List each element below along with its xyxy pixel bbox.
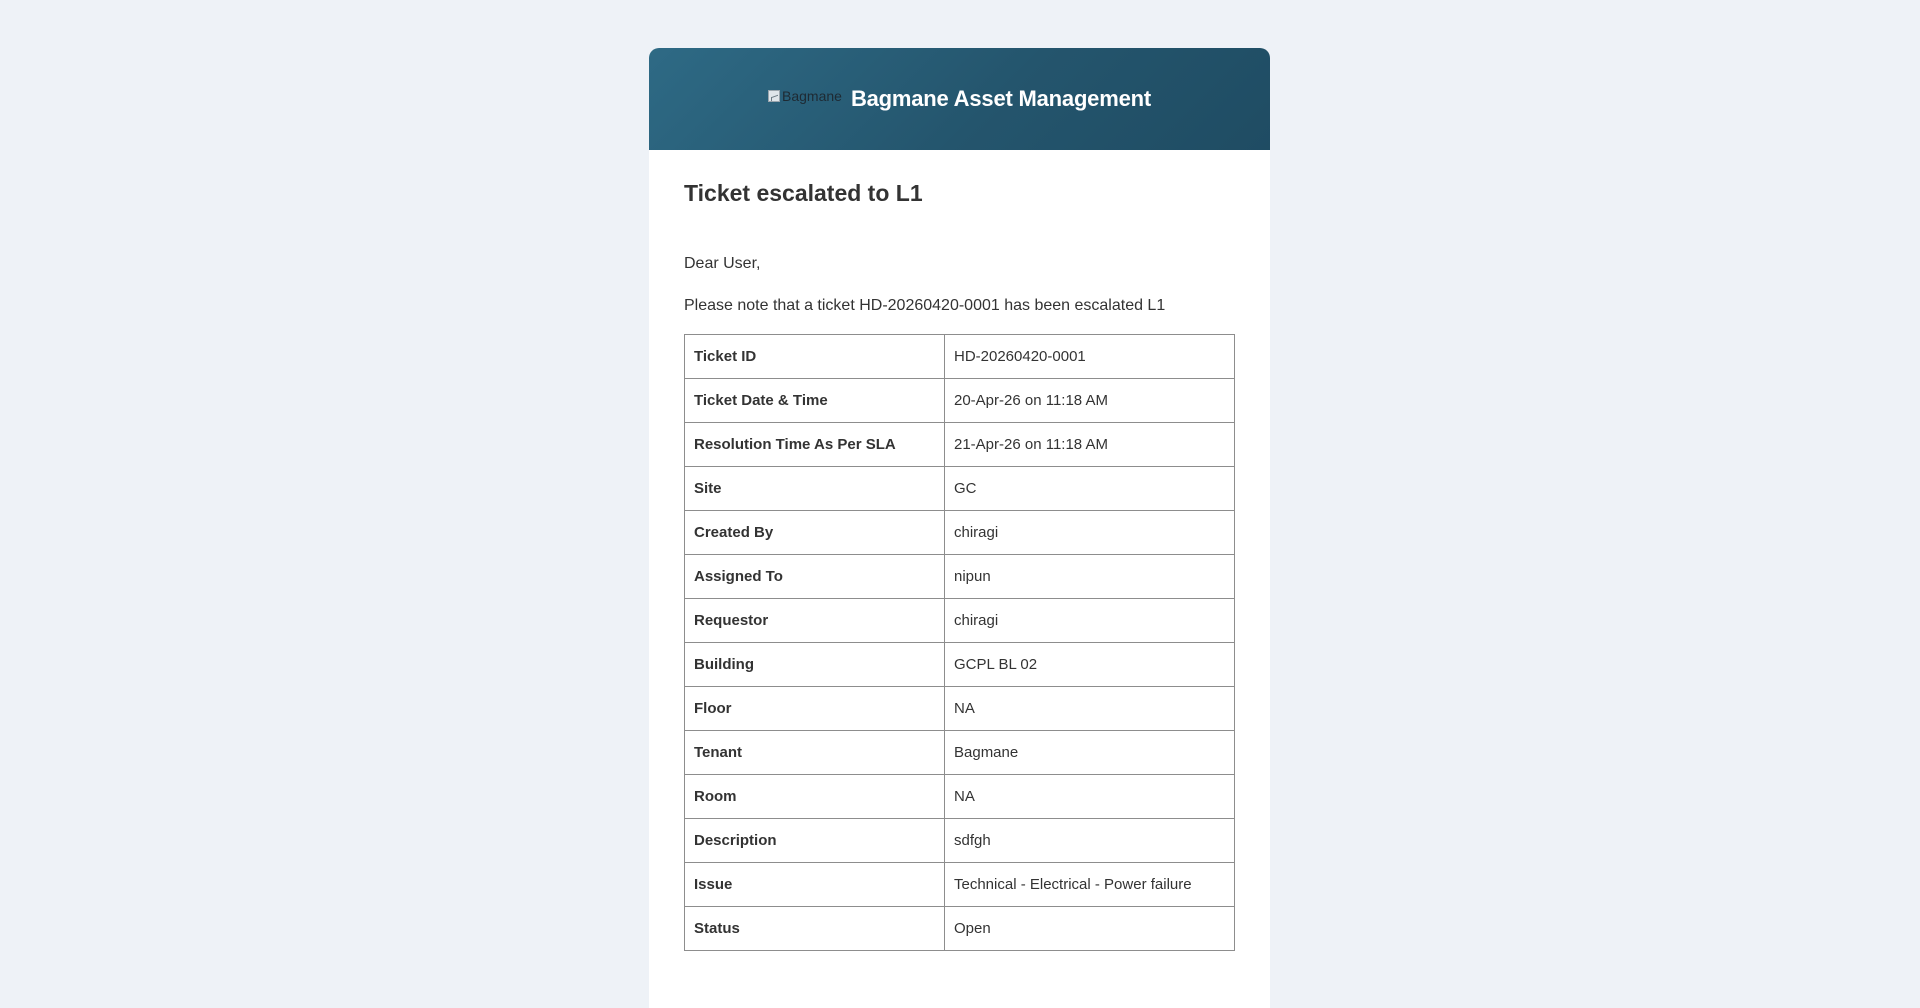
table-row bbox=[685, 819, 1235, 863]
field-label: Created By bbox=[685, 511, 945, 555]
field-label: Room bbox=[685, 775, 945, 819]
broken-image-icon bbox=[768, 90, 780, 102]
table-row bbox=[685, 555, 1235, 599]
field-label: Assigned To bbox=[685, 555, 945, 599]
field-value: NA bbox=[945, 687, 1235, 731]
table-row bbox=[685, 467, 1235, 511]
message-text: Please note that a ticket HD-20260420-0001 has been escalated L1 bbox=[684, 297, 1166, 314]
field-value: Technical - Electrical - Power failure bbox=[945, 863, 1235, 907]
table-row bbox=[685, 863, 1235, 907]
field-label: Building bbox=[685, 643, 945, 687]
field-value: GCPL BL 02 bbox=[945, 643, 1235, 687]
logo-alt-text: Bagmane bbox=[782, 88, 842, 104]
field-label: Resolution Time As Per SLA bbox=[685, 423, 945, 467]
field-label: Requestor bbox=[685, 599, 945, 643]
ticket-details-table bbox=[684, 334, 1235, 951]
field-label: Floor bbox=[685, 687, 945, 731]
field-value: GC bbox=[945, 467, 1235, 511]
table-row bbox=[685, 907, 1235, 951]
field-value: Bagmane bbox=[945, 731, 1235, 775]
logo-image bbox=[768, 88, 842, 104]
field-label: Description bbox=[685, 819, 945, 863]
brand bbox=[768, 86, 1151, 112]
email-heading: Ticket escalated to L1 bbox=[684, 180, 923, 206]
field-value: 21-Apr-26 on 11:18 AM bbox=[945, 423, 1235, 467]
field-label: Status bbox=[685, 907, 945, 951]
field-label: Ticket Date & Time bbox=[685, 379, 945, 423]
email-card bbox=[649, 48, 1270, 1008]
field-value: chiragi bbox=[945, 599, 1235, 643]
table-row bbox=[685, 599, 1235, 643]
greeting-text: Dear User, bbox=[684, 255, 761, 272]
field-value: NA bbox=[945, 775, 1235, 819]
table-row bbox=[685, 687, 1235, 731]
field-label: Site bbox=[685, 467, 945, 511]
field-value: chiragi bbox=[945, 511, 1235, 555]
table-row bbox=[685, 379, 1235, 423]
field-label: Issue bbox=[685, 863, 945, 907]
table-row bbox=[685, 731, 1235, 775]
table-row bbox=[685, 335, 1235, 379]
table-row bbox=[685, 643, 1235, 687]
table-row bbox=[685, 775, 1235, 819]
email-header bbox=[649, 48, 1270, 150]
field-value: nipun bbox=[945, 555, 1235, 599]
email-body bbox=[649, 180, 1270, 951]
field-value: sdfgh bbox=[945, 819, 1235, 863]
field-value: HD-20260420-0001 bbox=[945, 335, 1235, 379]
brand-title: Bagmane Asset Management bbox=[850, 86, 1151, 111]
field-value: 20-Apr-26 on 11:18 AM bbox=[945, 379, 1235, 423]
field-value: Open bbox=[945, 907, 1235, 951]
field-label: Ticket ID bbox=[685, 335, 945, 379]
table-row bbox=[685, 511, 1235, 555]
field-label: Tenant bbox=[685, 731, 945, 775]
table-row bbox=[685, 423, 1235, 467]
